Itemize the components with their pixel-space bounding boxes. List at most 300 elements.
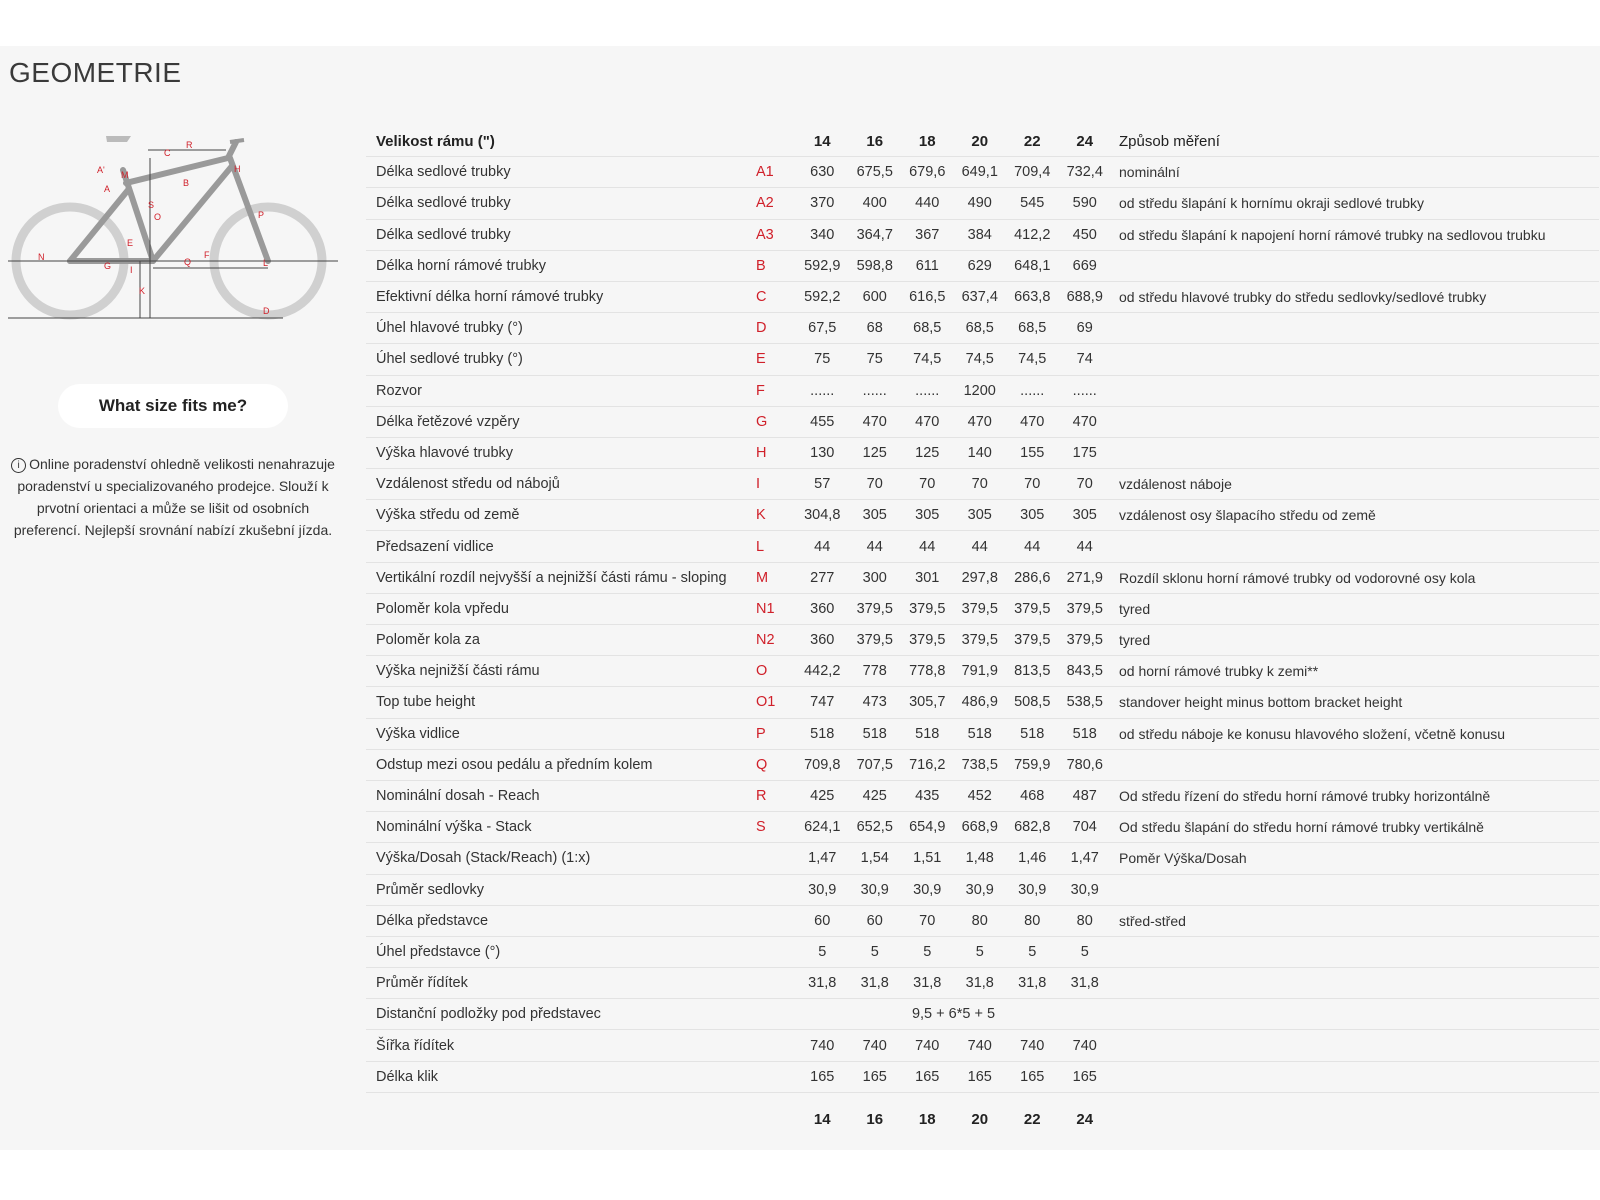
row-value: 140 bbox=[954, 437, 1007, 468]
header-size: 20 bbox=[954, 126, 1007, 157]
row-value: 592,2 bbox=[796, 281, 849, 312]
row-value: 74,5 bbox=[1006, 344, 1059, 375]
row-value: 30,9 bbox=[796, 874, 849, 905]
row-value: 470 bbox=[849, 406, 902, 437]
row-value: 470 bbox=[1059, 406, 1112, 437]
row-value: 80 bbox=[1059, 905, 1112, 936]
row-value: 125 bbox=[849, 437, 902, 468]
row-value: 473 bbox=[849, 687, 902, 718]
row-value: 31,8 bbox=[954, 968, 1007, 999]
row-value: 305 bbox=[1059, 500, 1112, 531]
row-value: 30,9 bbox=[1006, 874, 1059, 905]
row-label: Průměr sedlovky bbox=[366, 874, 756, 905]
row-value: 679,6 bbox=[901, 157, 954, 188]
svg-text:D: D bbox=[263, 306, 270, 316]
table-row bbox=[366, 406, 1599, 437]
row-value: 470 bbox=[901, 406, 954, 437]
row-value: 740 bbox=[901, 1030, 954, 1061]
row-label: Délka sedlové trubky bbox=[366, 188, 756, 219]
row-method: od středu náboje ke konusu hlavového složení, včetně konusu bbox=[1111, 718, 1599, 749]
row-value: 74,5 bbox=[954, 344, 1007, 375]
row-value: 508,5 bbox=[1006, 687, 1059, 718]
row-value: 738,5 bbox=[954, 749, 1007, 780]
row-value: 305 bbox=[849, 500, 902, 531]
row-method bbox=[1111, 1061, 1599, 1092]
row-value: 624,1 bbox=[796, 812, 849, 843]
row-code: D bbox=[756, 313, 796, 344]
row-value: 305,7 bbox=[901, 687, 954, 718]
row-value: 791,9 bbox=[954, 656, 1007, 687]
table-row bbox=[366, 874, 1599, 905]
row-code bbox=[756, 874, 796, 905]
row-value: 297,8 bbox=[954, 562, 1007, 593]
row-value: 400 bbox=[849, 188, 902, 219]
svg-text:A': A' bbox=[97, 165, 105, 175]
row-code: O1 bbox=[756, 687, 796, 718]
header-size: 24 bbox=[1059, 126, 1112, 157]
row-value: 592,9 bbox=[796, 250, 849, 281]
row-value: 31,8 bbox=[849, 968, 902, 999]
row-value: 165 bbox=[954, 1061, 1007, 1092]
svg-text:I: I bbox=[130, 265, 133, 275]
table-row bbox=[366, 780, 1599, 811]
svg-text:H: H bbox=[234, 164, 241, 174]
sizing-disclaimer bbox=[8, 453, 338, 541]
row-value: 747 bbox=[796, 687, 849, 718]
row-value: 44 bbox=[849, 531, 902, 562]
row-value: 649,1 bbox=[954, 157, 1007, 188]
row-value: 440 bbox=[901, 188, 954, 219]
row-value: 669 bbox=[1059, 250, 1112, 281]
row-label: Výška/Dosah (Stack/Reach) (1:x) bbox=[366, 843, 756, 874]
row-value: 44 bbox=[796, 531, 849, 562]
row-method bbox=[1111, 344, 1599, 375]
row-label: Top tube height bbox=[366, 687, 756, 718]
footer-size: 14 bbox=[813, 1111, 831, 1129]
row-code: M bbox=[756, 562, 796, 593]
row-code bbox=[756, 1030, 796, 1061]
row-code: O bbox=[756, 656, 796, 687]
row-value: 74,5 bbox=[901, 344, 954, 375]
table-row bbox=[366, 437, 1599, 468]
row-value: 518 bbox=[901, 718, 954, 749]
row-value: 44 bbox=[954, 531, 1007, 562]
svg-text:Q: Q bbox=[184, 257, 192, 267]
row-value: 759,9 bbox=[1006, 749, 1059, 780]
row-value: 80 bbox=[954, 905, 1007, 936]
row-value: 379,5 bbox=[849, 625, 902, 656]
row-value: 360 bbox=[796, 593, 849, 624]
row-value: 300 bbox=[849, 562, 902, 593]
row-value: 360 bbox=[796, 625, 849, 656]
table-row bbox=[366, 718, 1599, 749]
row-value: 379,5 bbox=[901, 593, 954, 624]
row-code: E bbox=[756, 344, 796, 375]
row-value: 468 bbox=[1006, 780, 1059, 811]
row-value: 688,9 bbox=[1059, 281, 1112, 312]
row-label: Výška nejnižší části rámu bbox=[366, 656, 756, 687]
what-size-fits-me-button[interactable]: What size fits me? bbox=[58, 384, 288, 428]
row-value: 843,5 bbox=[1059, 656, 1112, 687]
row-code bbox=[756, 999, 796, 1030]
row-value: 518 bbox=[954, 718, 1007, 749]
row-value: 271,9 bbox=[1059, 562, 1112, 593]
footer-size: 20 bbox=[971, 1111, 989, 1129]
svg-text:B: B bbox=[183, 178, 190, 188]
row-value: 70 bbox=[1059, 469, 1112, 500]
row-code: A1 bbox=[756, 157, 796, 188]
row-value: 155 bbox=[1006, 437, 1059, 468]
header-size: 18 bbox=[901, 126, 954, 157]
row-value: 652,5 bbox=[849, 812, 902, 843]
row-method bbox=[1111, 968, 1599, 999]
row-value: 709,4 bbox=[1006, 157, 1059, 188]
svg-text:C: C bbox=[164, 148, 171, 158]
row-value: 74 bbox=[1059, 344, 1112, 375]
row-value: 165 bbox=[1006, 1061, 1059, 1092]
row-value: 740 bbox=[1059, 1030, 1112, 1061]
row-value: 1,47 bbox=[1059, 843, 1112, 874]
row-value: 31,8 bbox=[796, 968, 849, 999]
row-method bbox=[1111, 375, 1599, 406]
row-method: Od středu šlapání do středu horní rámové trubky vertikálně bbox=[1111, 812, 1599, 843]
row-value: 30,9 bbox=[849, 874, 902, 905]
row-value: 165 bbox=[796, 1061, 849, 1092]
row-value: 450 bbox=[1059, 219, 1112, 250]
row-method: tyred bbox=[1111, 625, 1599, 656]
row-value: 379,5 bbox=[1059, 593, 1112, 624]
table-row bbox=[366, 968, 1599, 999]
row-value: 68 bbox=[849, 313, 902, 344]
row-value: 305 bbox=[1006, 500, 1059, 531]
row-value: 75 bbox=[796, 344, 849, 375]
row-value: 709,8 bbox=[796, 749, 849, 780]
svg-text:O: O bbox=[154, 212, 162, 222]
row-value: 304,8 bbox=[796, 500, 849, 531]
row-value: 590 bbox=[1059, 188, 1112, 219]
row-method: nominální bbox=[1111, 157, 1599, 188]
row-value: 732,4 bbox=[1059, 157, 1112, 188]
row-label: Výška hlavové trubky bbox=[366, 437, 756, 468]
svg-text:R: R bbox=[186, 140, 193, 150]
row-value: 60 bbox=[796, 905, 849, 936]
row-code bbox=[756, 968, 796, 999]
table-row bbox=[366, 1061, 1599, 1092]
row-label: Úhel sedlové trubky (°) bbox=[366, 344, 756, 375]
row-method bbox=[1111, 999, 1599, 1030]
row-value: 30,9 bbox=[901, 874, 954, 905]
row-value: 1200 bbox=[954, 375, 1007, 406]
row-value: 5 bbox=[1059, 936, 1112, 967]
row-value: 5 bbox=[954, 936, 1007, 967]
svg-text:F: F bbox=[204, 250, 210, 260]
row-value: ...... bbox=[1006, 375, 1059, 406]
row-value: 412,2 bbox=[1006, 219, 1059, 250]
table-row bbox=[366, 593, 1599, 624]
table-row bbox=[366, 469, 1599, 500]
table-row bbox=[366, 812, 1599, 843]
table-row bbox=[366, 687, 1599, 718]
row-value: 5 bbox=[796, 936, 849, 967]
row-value: 69 bbox=[1059, 313, 1112, 344]
row-value: ...... bbox=[796, 375, 849, 406]
row-value: 30,9 bbox=[954, 874, 1007, 905]
row-method bbox=[1111, 1030, 1599, 1061]
row-label: Délka klik bbox=[366, 1061, 756, 1092]
row-label: Délka horní rámové trubky bbox=[366, 250, 756, 281]
row-value: 125 bbox=[901, 437, 954, 468]
svg-text:A: A bbox=[104, 184, 111, 194]
row-label: Délka řetězové vzpěry bbox=[366, 406, 756, 437]
row-value: 340 bbox=[796, 219, 849, 250]
row-value: 379,5 bbox=[1006, 593, 1059, 624]
row-label: Nominální dosah - Reach bbox=[366, 780, 756, 811]
row-value: 1,51 bbox=[901, 843, 954, 874]
row-value: 545 bbox=[1006, 188, 1059, 219]
row-code: G bbox=[756, 406, 796, 437]
table-row bbox=[366, 562, 1599, 593]
header-size: 22 bbox=[1006, 126, 1059, 157]
table-row bbox=[366, 375, 1599, 406]
row-value: 616,5 bbox=[901, 281, 954, 312]
row-value: 707,5 bbox=[849, 749, 902, 780]
table-row bbox=[366, 905, 1599, 936]
row-value: 425 bbox=[849, 780, 902, 811]
row-value: 68,5 bbox=[954, 313, 1007, 344]
row-value: 1,54 bbox=[849, 843, 902, 874]
table-header-row bbox=[366, 126, 1599, 157]
row-method: vzdálenost osy šlapacího středu od země bbox=[1111, 500, 1599, 531]
table-row bbox=[366, 843, 1599, 874]
table-row bbox=[366, 313, 1599, 344]
table-row bbox=[366, 281, 1599, 312]
row-value: 663,8 bbox=[1006, 281, 1059, 312]
row-method bbox=[1111, 749, 1599, 780]
footer-size: 16 bbox=[866, 1111, 884, 1129]
row-code: F bbox=[756, 375, 796, 406]
row-value: 9,5 + 6*5 + 5 bbox=[796, 999, 1111, 1030]
row-value: 1,46 bbox=[1006, 843, 1059, 874]
row-value: 379,5 bbox=[954, 625, 1007, 656]
row-value: ...... bbox=[1059, 375, 1112, 406]
row-value: 44 bbox=[1006, 531, 1059, 562]
svg-text:M: M bbox=[121, 170, 129, 180]
row-value: 611 bbox=[901, 250, 954, 281]
row-value: 70 bbox=[954, 469, 1007, 500]
svg-text:P: P bbox=[258, 210, 265, 220]
table-row bbox=[366, 625, 1599, 656]
row-value: 518 bbox=[1006, 718, 1059, 749]
row-code: C bbox=[756, 281, 796, 312]
row-value: 68,5 bbox=[1006, 313, 1059, 344]
row-value: 31,8 bbox=[1006, 968, 1059, 999]
geometry-table bbox=[366, 126, 1599, 1135]
svg-text:K: K bbox=[139, 286, 146, 296]
header-method: Způsob měření bbox=[1111, 126, 1599, 157]
row-label: Vertikální rozdíl nejvyšší a nejnižší části rámu - sloping bbox=[366, 562, 756, 593]
geometry-table-body bbox=[366, 157, 1599, 1093]
row-value: 813,5 bbox=[1006, 656, 1059, 687]
row-value: 637,4 bbox=[954, 281, 1007, 312]
row-code bbox=[756, 905, 796, 936]
row-value: 70 bbox=[849, 469, 902, 500]
row-label: Průměr řídítek bbox=[366, 968, 756, 999]
header-frame-size: Velikost rámu (") bbox=[366, 126, 756, 157]
table-row bbox=[366, 219, 1599, 250]
svg-text:G: G bbox=[104, 261, 112, 271]
table-row bbox=[366, 936, 1599, 967]
svg-text:E: E bbox=[127, 238, 134, 248]
row-label: Odstup mezi osou pedálu a předním kolem bbox=[366, 749, 756, 780]
row-value: 630 bbox=[796, 157, 849, 188]
sizing-disclaimer-text: Online poradenství ohledně velikosti nenahrazuje poradenství u specializovaného prodejce. Slouží k prvotní orientaci a může se lišit od osobních preferencí. Nejlepší srovnání nabízí zkušební jízda. bbox=[13, 456, 335, 538]
row-value: 470 bbox=[1006, 406, 1059, 437]
row-value: 57 bbox=[796, 469, 849, 500]
row-value: 44 bbox=[901, 531, 954, 562]
row-method bbox=[1111, 250, 1599, 281]
header-size: 16 bbox=[849, 126, 902, 157]
row-value: 367 bbox=[901, 219, 954, 250]
row-value: 455 bbox=[796, 406, 849, 437]
row-value: 780,6 bbox=[1059, 749, 1112, 780]
row-value: 740 bbox=[796, 1030, 849, 1061]
row-method: Od středu řízení do středu horní rámové trubky horizontálně bbox=[1111, 780, 1599, 811]
bike-geometry-diagram bbox=[8, 128, 338, 338]
row-value: 130 bbox=[796, 437, 849, 468]
row-method: od středu šlapání k hornímu okraji sedlové trubky bbox=[1111, 188, 1599, 219]
row-value: 740 bbox=[1006, 1030, 1059, 1061]
row-value: 67,5 bbox=[796, 313, 849, 344]
row-value: 435 bbox=[901, 780, 954, 811]
row-label: Šířka řídítek bbox=[366, 1030, 756, 1061]
row-value: 629 bbox=[954, 250, 1007, 281]
row-value: 425 bbox=[796, 780, 849, 811]
row-value: 740 bbox=[849, 1030, 902, 1061]
row-value: 60 bbox=[849, 905, 902, 936]
row-label: Úhel hlavové trubky (°) bbox=[366, 313, 756, 344]
row-method: Poměr Výška/Dosah bbox=[1111, 843, 1599, 874]
row-method bbox=[1111, 531, 1599, 562]
row-code: B bbox=[756, 250, 796, 281]
row-code bbox=[756, 1061, 796, 1092]
row-method: od středu šlapání k napojení horní rámové trubky na sedlovou trubku bbox=[1111, 219, 1599, 250]
row-value: 518 bbox=[849, 718, 902, 749]
row-label: Nominální výška - Stack bbox=[366, 812, 756, 843]
row-method: od středu hlavové trubky do středu sedlovky/sedlové trubky bbox=[1111, 281, 1599, 312]
table-row bbox=[366, 1030, 1599, 1061]
row-method: od horní rámové trubky k zemi** bbox=[1111, 656, 1599, 687]
row-value: 80 bbox=[1006, 905, 1059, 936]
row-code: H bbox=[756, 437, 796, 468]
row-value: ...... bbox=[849, 375, 902, 406]
row-value: 5 bbox=[901, 936, 954, 967]
row-method bbox=[1111, 437, 1599, 468]
row-method bbox=[1111, 406, 1599, 437]
row-method bbox=[1111, 313, 1599, 344]
row-value: 486,9 bbox=[954, 687, 1007, 718]
info-icon: i bbox=[11, 458, 26, 473]
row-value: 5 bbox=[849, 936, 902, 967]
row-value: 364,7 bbox=[849, 219, 902, 250]
row-code bbox=[756, 936, 796, 967]
row-value: 1,47 bbox=[796, 843, 849, 874]
row-value: 490 bbox=[954, 188, 1007, 219]
row-value: 778,8 bbox=[901, 656, 954, 687]
row-value: 470 bbox=[954, 406, 1007, 437]
row-value: 778 bbox=[849, 656, 902, 687]
svg-text:N: N bbox=[38, 252, 45, 262]
row-code: A3 bbox=[756, 219, 796, 250]
row-value: 31,8 bbox=[1059, 968, 1112, 999]
row-value: 682,8 bbox=[1006, 812, 1059, 843]
row-value: 668,9 bbox=[954, 812, 1007, 843]
row-value: 384 bbox=[954, 219, 1007, 250]
row-value: 31,8 bbox=[901, 968, 954, 999]
table-row bbox=[366, 531, 1599, 562]
row-method: tyred bbox=[1111, 593, 1599, 624]
svg-text:S: S bbox=[148, 200, 155, 210]
table-row bbox=[366, 188, 1599, 219]
page-title: GEOMETRIE bbox=[9, 57, 182, 88]
row-value: 379,5 bbox=[1006, 625, 1059, 656]
row-method: střed-střed bbox=[1111, 905, 1599, 936]
row-code: S bbox=[756, 812, 796, 843]
table-row bbox=[366, 749, 1599, 780]
row-label: Vzdálenost středu od nábojů bbox=[366, 469, 756, 500]
row-code: N1 bbox=[756, 593, 796, 624]
row-value: 68,5 bbox=[901, 313, 954, 344]
table-row bbox=[366, 999, 1599, 1030]
row-label: Poloměr kola vpředu bbox=[366, 593, 756, 624]
row-value: 675,5 bbox=[849, 157, 902, 188]
row-label: Úhel představce (°) bbox=[366, 936, 756, 967]
row-label: Délka představce bbox=[366, 905, 756, 936]
row-method: standover height minus bottom bracket height bbox=[1111, 687, 1599, 718]
row-value: 518 bbox=[796, 718, 849, 749]
row-label: Poloměr kola za bbox=[366, 625, 756, 656]
row-value: 704 bbox=[1059, 812, 1112, 843]
row-value: 44 bbox=[1059, 531, 1112, 562]
table-row bbox=[366, 344, 1599, 375]
row-value: 538,5 bbox=[1059, 687, 1112, 718]
row-label: Efektivní délka horní rámové trubky bbox=[366, 281, 756, 312]
row-value: 370 bbox=[796, 188, 849, 219]
row-value: 518 bbox=[1059, 718, 1112, 749]
row-label: Předsazení vidlice bbox=[366, 531, 756, 562]
footer-size: 24 bbox=[1076, 1111, 1094, 1129]
row-value: 379,5 bbox=[954, 593, 1007, 624]
row-value: 442,2 bbox=[796, 656, 849, 687]
row-code: R bbox=[756, 780, 796, 811]
row-value: 301 bbox=[901, 562, 954, 593]
row-value: 70 bbox=[901, 905, 954, 936]
header-size: 14 bbox=[796, 126, 849, 157]
row-value: 379,5 bbox=[849, 593, 902, 624]
row-method: Rozdíl sklonu horní rámové trubky od vodorovné osy kola bbox=[1111, 562, 1599, 593]
row-value: 5 bbox=[1006, 936, 1059, 967]
svg-text:L: L bbox=[263, 258, 269, 268]
row-label: Rozvor bbox=[366, 375, 756, 406]
row-method: vzdálenost náboje bbox=[1111, 469, 1599, 500]
row-value: 1,48 bbox=[954, 843, 1007, 874]
diagram-letters bbox=[38, 140, 270, 316]
row-value: 165 bbox=[901, 1061, 954, 1092]
row-code: Q bbox=[756, 749, 796, 780]
row-value: 598,8 bbox=[849, 250, 902, 281]
row-value: 175 bbox=[1059, 437, 1112, 468]
table-row bbox=[366, 250, 1599, 281]
row-value: 165 bbox=[1059, 1061, 1112, 1092]
